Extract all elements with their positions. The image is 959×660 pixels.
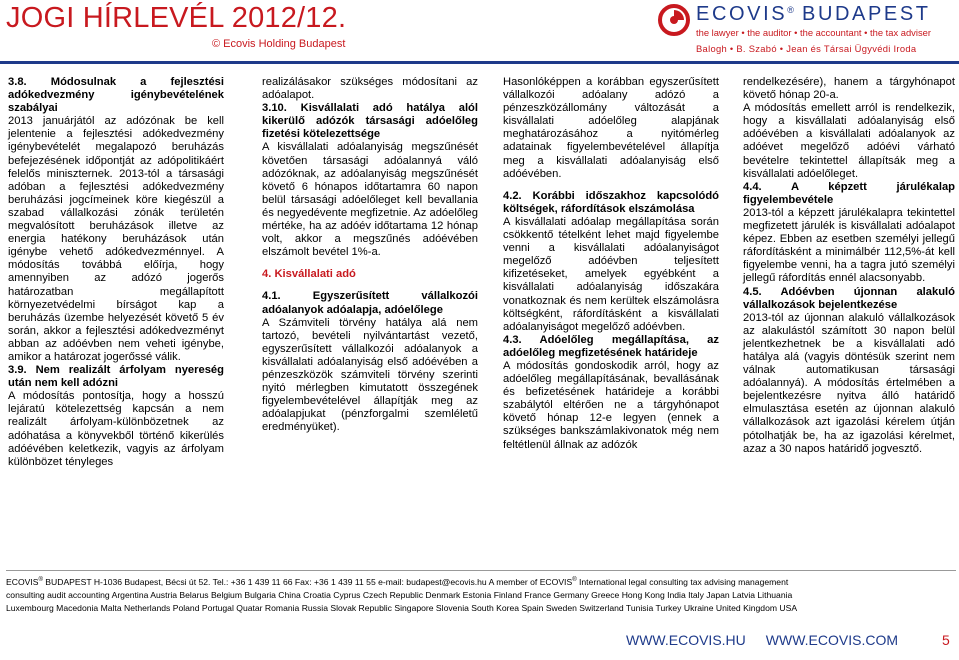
paragraph: A módosítás emellett arról is rendelkezik, hogy a kisvállalati adóalanyiság első adóévében a kisvállalati adóalanyok az adóévet megelőző adóévi várható bevételre tekintettel állapítsák meg a kisvállalati adóelőleget.: [743, 102, 955, 180]
paragraph: A kisvállalati adóalanyiság megszűnését követően társasági adóalannyá váló adózóknak, az adóalanyiság megszűnését követő 6 hónapos időtartamra 60 napon belül társasági adóelőleget kell bevallania és negyedévente megfizetnie. Az adóelőleg mértéke, ha az adóév időtartama 12 hónap volt, akkor a megszűnés adóévében elszámolt bevétel 1%-a.: [262, 141, 478, 259]
publisher-line: [212, 38, 345, 50]
section-heading: 4.5. Adóévben újonnan alakuló vállalkozások bejelentkezése: [743, 285, 955, 311]
paragraph: realizálásakor szükséges módosítani az adóalapot.: [262, 76, 478, 102]
paragraph: Hasonlóképpen a korábban egyszerűsített vállalkozói adóalany adózó a pénzeszközállomány változását a kisvállalati adóelőleg alapjának meghatározásához a nyitómérleg adatainak figyelembevételével állapítja meg a kisvállalati adóalanyiság első adóévében.: [503, 76, 719, 180]
paragraph: [503, 181, 719, 190]
footer-line-2: consulting audit accounting Argentina Austria Belarus Belgium Bulgaria China Croatia Cyprus Czech Republic Denmark Estonia Finland France Germany Greece Hong Kong India Italy Japan Latvia Lithuania: [6, 589, 793, 600]
footer-links: [626, 632, 898, 648]
page-number: 5: [942, 632, 950, 648]
section-heading: 4.1. Egyszerűsített vállalkozói adóalanyok adóalapja, adóelőlege: [262, 290, 478, 316]
footer-divider: [6, 570, 956, 571]
paragraph: 2013-tól az újonnan alakuló vállalkozások az alakulástól számított 30 napon belül jelentkezhetnek be a kisvállalati adó hatálya alá (vagyis döntésük szerint nem válnak automatikusan társasági adóalannyá). A módosítás értelmében a bejelentkezésre nyitva álló határidő elmulasztása esetén az újonnan alakuló vállalkozások azt igazolási kérelem útján pótolhatják be, ha az igazolási kérelmet, azaz a 30 napos határidő jogvesztő.: [743, 311, 955, 455]
footer-text: [6, 574, 956, 615]
footer-line-3: Luxembourg Macedonia Malta Netherlands Poland Portugal Quatar Romania Russia Slovak Republic Singapore Slovenia South Korea Spain Sweden Switzerland Tunisia Turkey Ukraine United Kingdom USA: [6, 602, 798, 613]
copyright-symbol: ©: [212, 38, 221, 50]
paragraph: A módosítás pontosítja, hogy a hosszú lejáratú kötelezettség kapcsán a nem realizált árfolyam-különbözetnek az adóhatása a könyvekből történő kikerülés adóévében keletkezik, vagyis az árfolyam különbözet tényleges: [8, 390, 224, 468]
logo-tagline: the lawyer • the auditor • the accountant • the tax adviser: [696, 27, 931, 38]
column-2: [262, 76, 478, 434]
link-ecovis-hu[interactable]: WWW.ECOVIS.HU: [626, 632, 746, 648]
section-heading: 3.10. Kisvállalati adó hatálya alól kikerülő adózók társasági adóelőleg fizetési kötelezettsége: [262, 102, 478, 141]
paragraph: [262, 259, 478, 268]
header-divider: [0, 61, 959, 64]
section-heading: 4.2. Korábbi időszakhoz kapcsolódó költségek, ráfordítások elszámolása: [503, 189, 719, 215]
ecovis-logo: [658, 1, 958, 57]
paragraph: 2013-tól a képzett járulékalapra tekintettel megfizetett járulék is kisvállalati adóalapot képez. Ebben az esetben személyi jellegű ráfordításként a minimálbér 112,5%-át kell figyelembe venni, ha a tagra jutó személyi jellegű ráfordítás ennél alacsonyabb.: [743, 206, 955, 285]
section-heading: 4.4. A képzett járulékalap figyelembevétele: [743, 180, 955, 206]
section-heading: 4. Kisvállalati adó: [262, 268, 356, 281]
paragraph: 2013 januárjától az adózónak be kell jelentenie a fejlesztési adókedvezmény igénybevételét megalapozó beruházás befejezésének időpontját az adópolitikáért felelős miniszternek. 2013-tól a társasági adóban a fejlesztési adókedvezmény beruházási jogcímeinek köre kiegészül a szabad vállalkozási zónák területén megvalósított beruházások illetve az energia hatékony beruházások után igénybe vehető adókedvezménnyel. A módosítás továbbá előírja, hogy amennyiben az adózó jogerős határozatban megállapított környezetvédelmi bírságot kap a beruházás üzembe helyezését követő 5 év során, akkor a fejlesztési adókedvezményt abban az adóévben nem veheti igénybe, amikor a határozat jogerőssé válik.: [8, 115, 224, 363]
paragraph: A módosítás gondoskodik arról, hogy az adóelőleg megállapításának, bevallásának és befizetésének határideje a korábbi szabálytól eltérően ne a tárgyhónapot követő hónap 12-e legyen (ennek a szükséges bankszámlakivonatok még nem feltétlenül állnak az adózók: [503, 359, 719, 451]
article-columns: [6, 76, 956, 566]
logo-wordmark: ECOVIS® BUDAPEST: [696, 3, 931, 25]
publisher-name: Ecovis Holding Budapest: [223, 38, 346, 50]
footer-line-1: ECOVIS® BUDAPEST H-1036 Budapest, Bécsi út 52. Tel.: +36 1 439 11 66 Fax: +36 1 439 11 55 e-mail: budapest@ecovis.hu A member of ECOVIS® International legal consulting tax advising management: [6, 576, 789, 587]
column-3: [503, 76, 719, 452]
link-ecovis-com[interactable]: WWW.ECOVIS.COM: [765, 632, 898, 648]
section-heading: 3.9. Nem realizált árfolyam nyereség után nem kell adózni: [8, 364, 224, 390]
paragraph: A kisvállalati adóalap megállapítása során csökkentő tételként lehet majd figyelembe venni a kisvállalati adóalanyiságot megelőző adóévben teljesített kifizetéseket, amelyek egyébként a kisvállalati adóalanyiság időszakára vonatkoznak és nem kerültek elszámolásra költségként, ráfordításként a kisvállalati adóalanyiságot megelőző adóévben.: [503, 215, 719, 333]
logo-firm-name: Balogh • B. Szabó • Jean és Társai Ügyvédi Iroda: [696, 43, 917, 54]
paragraph: [262, 281, 478, 290]
section-heading: 4.3. Adóelőleg megállapítása, az adóelőleg megfizetésének határideje: [503, 333, 719, 359]
paragraph: rendelkezésére), hanem a tárgyhónapot követő hónap 20-a.: [743, 76, 955, 102]
section-heading: 3.8. Módosulnak a fejlesztési adókedvezmény igénybevételének szabályai: [8, 76, 224, 115]
column-1: [8, 76, 224, 469]
newsletter-title: JOGI HÍRLEVÉL 2012/12.: [6, 2, 347, 34]
ecovis-logo-icon: [658, 4, 690, 36]
paragraph: A Számviteli törvény hatálya alá nem tartozó, bevételi nyilvántartást vezető, egyszerűsített vállalkozói adóalanyok a kisvállalati adóalanyiság első adóévében a pénzeszközök számviteli törvény szerinti nyitó mérlegben kimutatott összegének figyelembevételével állapítják meg az adóalapjukat (pénzforgalmi szemléletű eredményüket).: [262, 316, 478, 434]
column-4: [743, 76, 955, 456]
